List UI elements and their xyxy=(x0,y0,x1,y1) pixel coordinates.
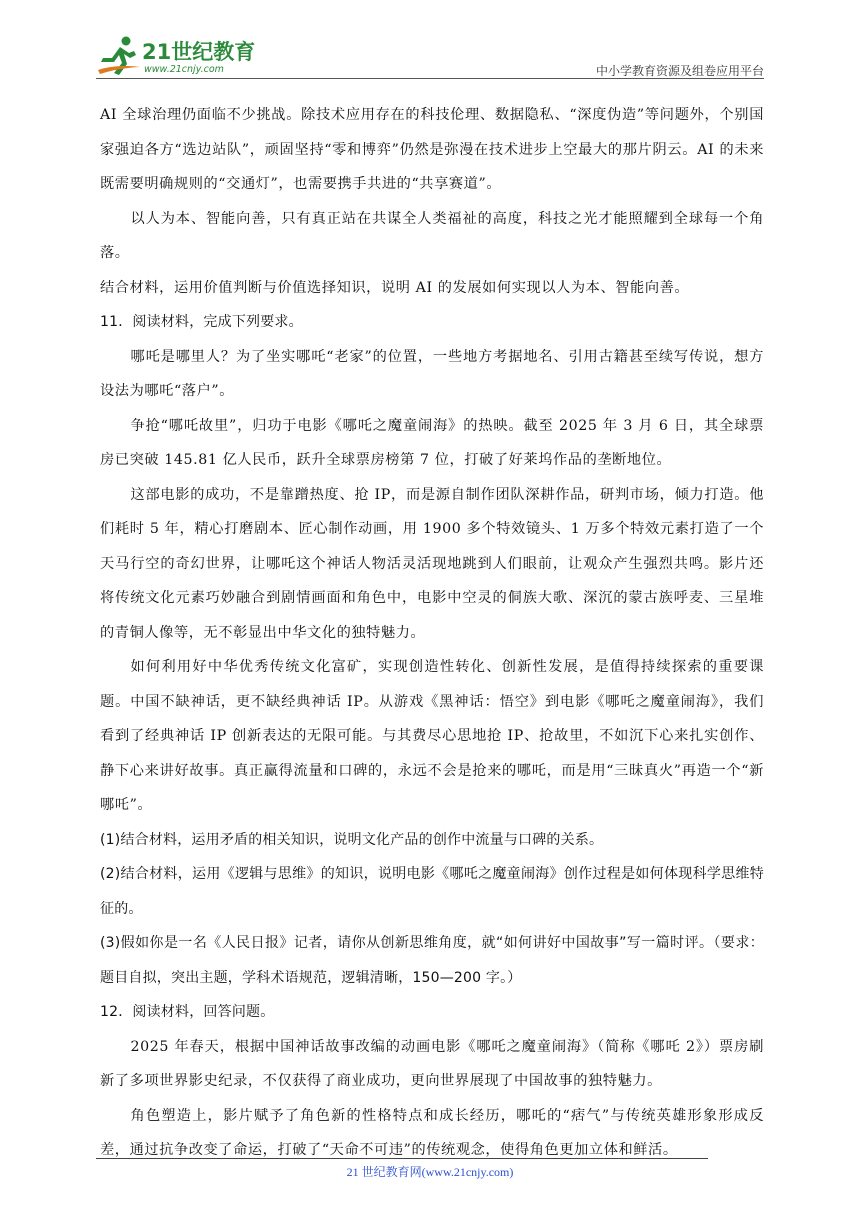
page-footer[interactable]: 21 世纪教育网(www.21cnjy.com) xyxy=(346,1165,514,1179)
paragraph-ai-people-oriented: 以人为本、智能向善，只有真正站在共谋全人类福祉的高度，科技之光才能照耀到全球每一个角落。 xyxy=(100,210,764,261)
question-11-part-3: (3)假如你是一名《人民日报》记者，请你从创新思维角度，就“如何讲好中国故事”写一篇时评。（要求：题目自拟，突出主题，学科术语规范，逻辑清晰，150—200 字。） xyxy=(100,935,764,986)
logo-text: 21世纪教育 xyxy=(142,40,256,64)
paragraph-character-design: 角色塑造上，影片赋予了角色新的性格特点和成长经历，哪吒的“痞气”与传统英雄形象形成反差，通过抗争改变了命运，打破了“天命不可违”的传统观念，使得角色更加立体和鲜活。 xyxy=(100,1107,764,1158)
paragraph-film-success: 这部电影的成功，不是靠蹭热度、抢 IP，而是源自制作团队深耕作品，研判市场，倾力打造。他们耗时 5 年，精心打磨剧本、匠心制作动画，用 1900 多个特效镜头、1 万多个特效元素打造了一个天马行空的奇幻世界，让哪吒这个神话人物活灵活现地跳到人们眼前，让观众产生强烈共鸣。影片还将传统文化元素巧妙融合到剧情画面和角色中，电影中空灵的侗族大歌、深沉的蒙古族呼麦、三星堆的青铜人像等，无不彰显出中华文化的独特魅力。 xyxy=(100,486,764,641)
paragraph-box-office: 争抢“哪吒故里”，归功于电影《哪吒之魔童闹海》的热映。截至 2025 年 3 月 6 日，其全球票房已突破 145.81 亿人民币，跃升全球票房榜第 7 位，打破了好莱坞作品的垄断地位。 xyxy=(100,417,764,468)
paragraph-nezha-hometown: 哪吒是哪里人？为了坐实哪吒“老家”的位置，一些地方考据地名、引用古籍甚至续写传说，想方设法为哪吒“落户”。 xyxy=(100,348,764,399)
paragraph-traditional-culture: 如何利用好中华优秀传统文化富矿，实现创造性转化、创新性发展，是值得持续探索的重要课题。中国不缺神话，更不缺经典神话 IP。从游戏《黑神话：悟空》到电影《哪吒之魔童闹海》，我们看到了经典神话 IP 创新表达的无限可能。与其费尽心思地抢 IP、抢故里，不如沉下心来扎实创作、静下心来讲好故事。真正赢得流量和口碑的，永远不会是抢来的哪吒，而是用“三昧真火”再造一个“新哪吒”。 xyxy=(100,659,764,813)
logo-url: www.21cnjy.com xyxy=(144,64,224,75)
question-11-part-1: (1)结合材料，运用矛盾的相关知识，说明文化产品的创作中流量与口碑的关系。 xyxy=(100,831,604,848)
runner-logo-icon xyxy=(96,34,142,78)
footer-divider xyxy=(96,1158,708,1159)
question-10-prompt: 结合材料，运用价值判断与价值选择知识，说明 AI 的发展如何实现以人为本、智能向善。 xyxy=(100,279,690,296)
page-header xyxy=(96,28,764,80)
question-11-heading: 11．阅读材料，完成下列要求。 xyxy=(100,314,303,330)
document-body xyxy=(100,98,764,1168)
site-logo xyxy=(96,34,266,78)
question-11-part-2: (2)结合材料，运用《逻辑与思维》的知识，说明电影《哪吒之魔童闹海》创作过程是如何体现科学思维特征的。 xyxy=(100,866,764,917)
paragraph-nezha2-records: 2025 年春天，根据中国神话故事改编的动画电影《哪吒之魔童闹海》（简称《哪吒 2》）票房刷新了多项世界影史纪录，不仅获得了商业成功，更向世界展现了中国故事的独特魅力。 xyxy=(100,1038,764,1089)
question-12-heading: 12．阅读材料，回答问题。 xyxy=(100,1004,275,1020)
header-divider xyxy=(96,78,764,79)
paragraph-ai-challenges: AI 全球治理仍面临不少挑战。除技术应用存在的科技伦理、数据隐私、“深度伪造”等问题外，个别国家强迫各方“选边站队”，顽固坚持“零和博弈”仍然是弥漫在技术进步上空最大的那片阴云。AI 的未来既需要明确规则的“交通灯”，也需要携手共进的“共享赛道”。 xyxy=(100,107,764,192)
platform-title: 中小学教育资源及组卷应用平台 xyxy=(595,64,764,78)
